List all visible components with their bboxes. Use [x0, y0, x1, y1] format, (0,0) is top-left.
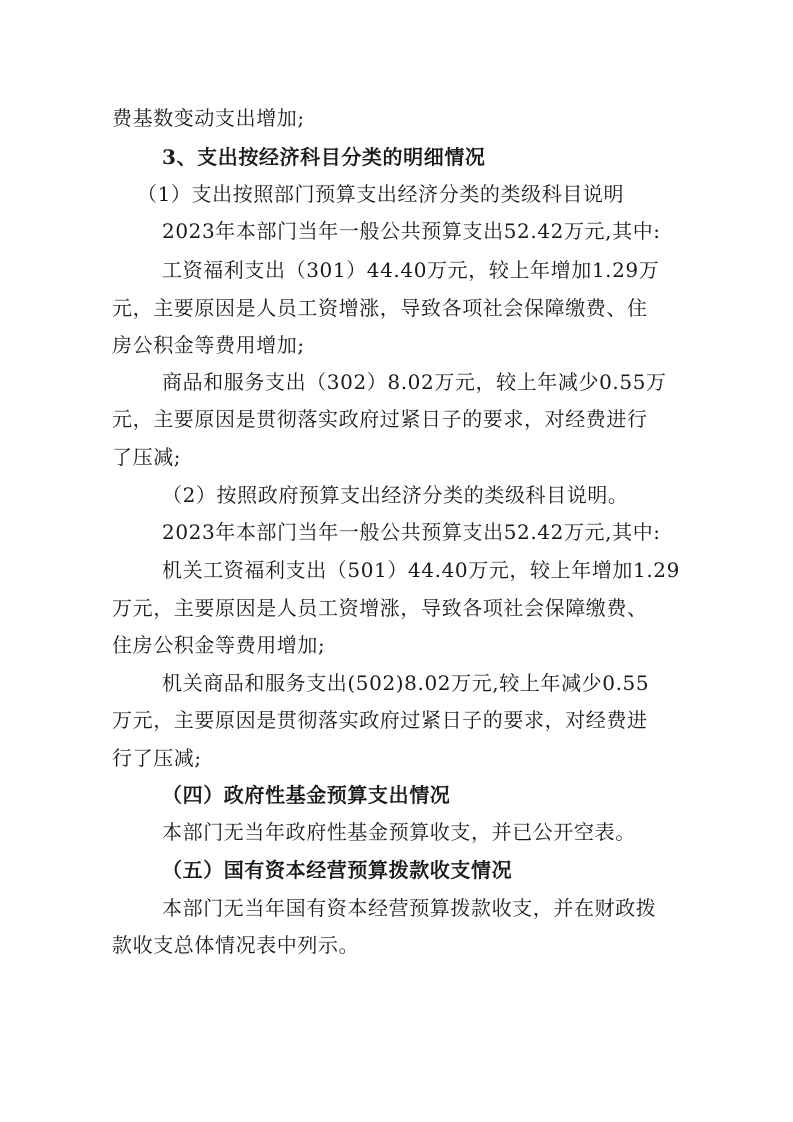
- paragraph-line: 费基数变动支出增加;: [112, 106, 305, 130]
- paragraph-line: 房公积金等费用增加;: [112, 333, 305, 357]
- section-heading: （五）国有资本经营预算拨款收支情况: [162, 858, 513, 882]
- paragraph-line: 2023年本部门当年一般公共预算支出52.42万元,其中:: [162, 219, 661, 243]
- section-heading: 3、支出按经济科目分类的明细情况: [162, 145, 486, 169]
- paragraph-line: 2023年本部门当年一般公共预算支出52.42万元,其中:: [162, 520, 661, 544]
- paragraph-line: 本部门无当年国有资本经营预算拨款收支，并在财政拨: [162, 896, 657, 920]
- paragraph-line: 机关工资福利支出（501）44.40万元，较上年增加1.29: [162, 558, 680, 582]
- section-heading: （四）政府性基金预算支出情况: [162, 783, 451, 807]
- paragraph-line: 万元，主要原因是贯彻落实政府过紧日子的要求，对经费进: [112, 708, 648, 732]
- paragraph-line: 本部门无当年政府性基金预算收支，并已公开空表。: [162, 820, 636, 844]
- paragraph-line: 机关商品和服务支出(502)8.02万元,较上年减少0.55: [162, 671, 650, 695]
- paragraph-line: 商品和服务支出（302）8.02万元，较上年减少0.55万: [162, 370, 667, 394]
- paragraph-line: 万元，主要原因是人员工资增涨，导致各项社会保障缴费、: [112, 596, 648, 620]
- subsection-heading: （2）按照政府预算支出经济分类的类级科目说明。: [162, 483, 629, 507]
- paragraph-line: 款收支总体情况表中列示。: [112, 933, 360, 957]
- paragraph-line: 行了压减;: [112, 746, 202, 770]
- paragraph-line: 住房公积金等费用增加;: [112, 633, 326, 657]
- subsection-heading: （1）支出按照部门预算支出经济分类的类级科目说明: [137, 182, 625, 206]
- paragraph-line: 了压减;: [112, 445, 182, 469]
- paragraph-line: 元，主要原因是贯彻落实政府过紧日子的要求，对经费进行: [112, 407, 648, 431]
- paragraph-line: 工资福利支出（301）44.40万元，较上年增加1.29万: [162, 258, 660, 282]
- paragraph-line: 元，主要原因是人员工资增涨，导致各项社会保障缴费、住: [112, 296, 648, 320]
